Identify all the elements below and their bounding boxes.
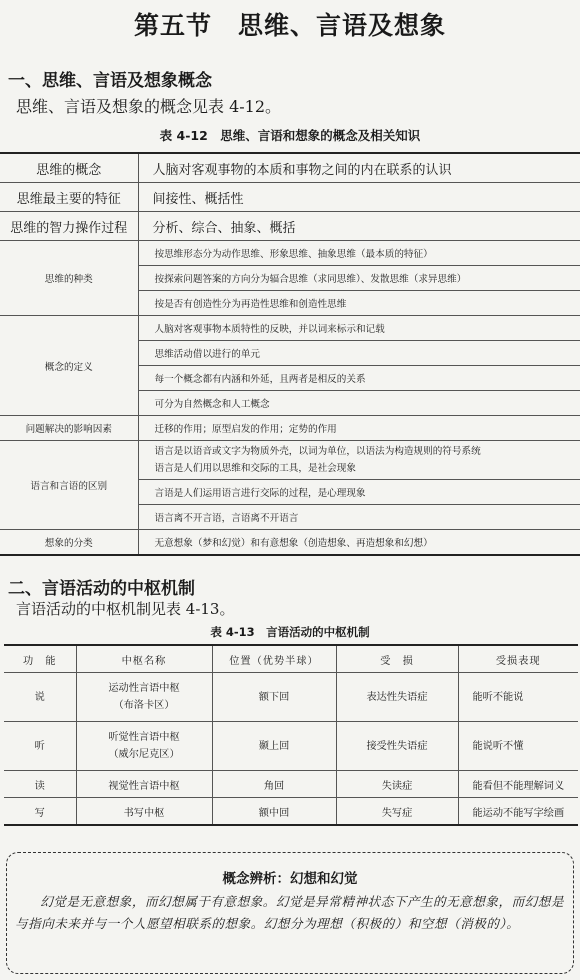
row-value: 按探索问题答案的方向分为辐合思维（求同思维）、发散思维（求异思维） [138, 266, 580, 291]
row-value: 思维活动借以进行的单元 [138, 341, 580, 366]
cell-damage: 表达性失语症 [336, 673, 458, 722]
row-value: 分析、综合、抽象、概括 [138, 212, 580, 241]
table-413-caption: 表 4-13 言语活动的中枢机制 [210, 625, 370, 639]
cell-function: 说 [4, 673, 76, 722]
row-value: 语言离不开言语，言语离不开语言 [138, 505, 580, 530]
part1-heading: 一、思维、言语及想象概念 [8, 71, 212, 91]
cell-function: 听 [4, 722, 76, 771]
row-value [138, 441, 580, 480]
row-value-line: 语言是人们用以思维和交际的工具，是社会现象 [154, 463, 356, 474]
concept-note-box [6, 852, 574, 974]
center-name-line: 听觉性言语中枢 [108, 732, 180, 743]
table-row [0, 183, 580, 212]
row-value: 间接性、概括性 [138, 183, 580, 212]
row-value: 人脑对客观事物本质特性的反映，并以词来标示和记载 [138, 316, 580, 341]
column-header: 功 能 [4, 645, 76, 673]
table-row [4, 722, 578, 771]
table-row [0, 212, 580, 241]
table-412 [0, 152, 580, 556]
cell-damage: 失读症 [336, 771, 458, 798]
row-value: 人脑对客观事物的本质和事物之间的内在联系的认识 [138, 153, 580, 183]
column-header: 中枢名称 [76, 645, 212, 673]
row-key: 思维的智力操作过程 [0, 212, 138, 241]
table-header-row [4, 645, 578, 673]
table-row [0, 153, 580, 183]
row-key: 语言和言语的区别 [0, 441, 138, 530]
row-key: 思维的概念 [0, 153, 138, 183]
row-value: 按是否有创造性分为再造性思维和创造性思维 [138, 291, 580, 316]
row-value-line: 语言是以语音或文字为物质外壳，以词为单位，以语法为构造规则的符号系统 [154, 446, 481, 457]
row-key: 概念的定义 [0, 316, 138, 416]
cell-symptom: 能运动不能写字绘画 [458, 798, 578, 826]
cell-symptom: 能说听不懂 [458, 722, 578, 771]
row-value: 每一个概念都有内涵和外延，且两者是相反的关系 [138, 366, 580, 391]
center-name-line: 运动性言语中枢 [108, 683, 180, 694]
table-row [4, 798, 578, 826]
cell-symptom: 能听不能说 [458, 673, 578, 722]
center-name-line: （布洛卡区） [113, 700, 175, 711]
table-412-caption: 表 4-12 思维、言语和想象的概念及相关知识 [159, 128, 421, 143]
part1-intro: 思维、言语及想象的概念见表 4-12。 [16, 97, 282, 116]
part2-heading: 二、言语活动的中枢机制 [8, 579, 195, 599]
cell-position: 额下回 [212, 673, 336, 722]
note-title: 概念辨析：幻想和幻觉 [222, 871, 358, 887]
column-header: 位置（优势半球） [212, 645, 336, 673]
column-header: 受 损 [336, 645, 458, 673]
cell-center-name [76, 722, 212, 771]
section-title: 第五节 思维、言语及想象 [133, 11, 446, 40]
note-body: 幻觉是无意想象，而幻想属于有意想象。幻觉是异常精神状态下产生的无意想象，而幻想是与指向未来并与一个人愿望相联系的想象。幻想分为理想（积极的）和空想（消极的）。 [15, 894, 564, 931]
row-key: 想象的分类 [0, 530, 138, 556]
row-value: 可分为自然概念和人工概念 [138, 391, 580, 416]
row-key: 问题解决的影响因素 [0, 416, 138, 441]
cell-position: 额中回 [212, 798, 336, 826]
row-key: 思维的种类 [0, 241, 138, 316]
row-key: 思维最主要的特征 [0, 183, 138, 212]
table-row [0, 241, 580, 266]
cell-center-name: 书写中枢 [76, 798, 212, 826]
cell-position: 角回 [212, 771, 336, 798]
cell-symptom: 能看但不能理解词义 [458, 771, 578, 798]
cell-position: 颞上回 [212, 722, 336, 771]
table-row [0, 441, 580, 480]
cell-damage: 失写症 [336, 798, 458, 826]
part2-intro: 言语活动的中枢机制见表 4-13。 [16, 600, 235, 618]
table-row [0, 416, 580, 441]
table-row [0, 316, 580, 341]
row-value: 无意想象（梦和幻觉）和有意想象（创造想象、再造想象和幻想） [138, 530, 580, 556]
column-header: 受损表现 [458, 645, 578, 673]
cell-function: 读 [4, 771, 76, 798]
table-row [4, 673, 578, 722]
cell-damage: 接受性失语症 [336, 722, 458, 771]
cell-function: 写 [4, 798, 76, 826]
table-row [4, 771, 578, 798]
table-row [0, 530, 580, 556]
center-name-line: （威尔尼克区） [108, 749, 180, 760]
cell-center-name [76, 673, 212, 722]
cell-center-name: 视觉性言语中枢 [76, 771, 212, 798]
table-413 [4, 644, 578, 826]
row-value: 迁移的作用；原型启发的作用；定势的作用 [138, 416, 580, 441]
row-value: 言语是人们运用语言进行交际的过程，是心理现象 [138, 480, 580, 505]
row-value: 按思维形态分为动作思维、形象思维、抽象思维（最本质的特征） [138, 241, 580, 266]
